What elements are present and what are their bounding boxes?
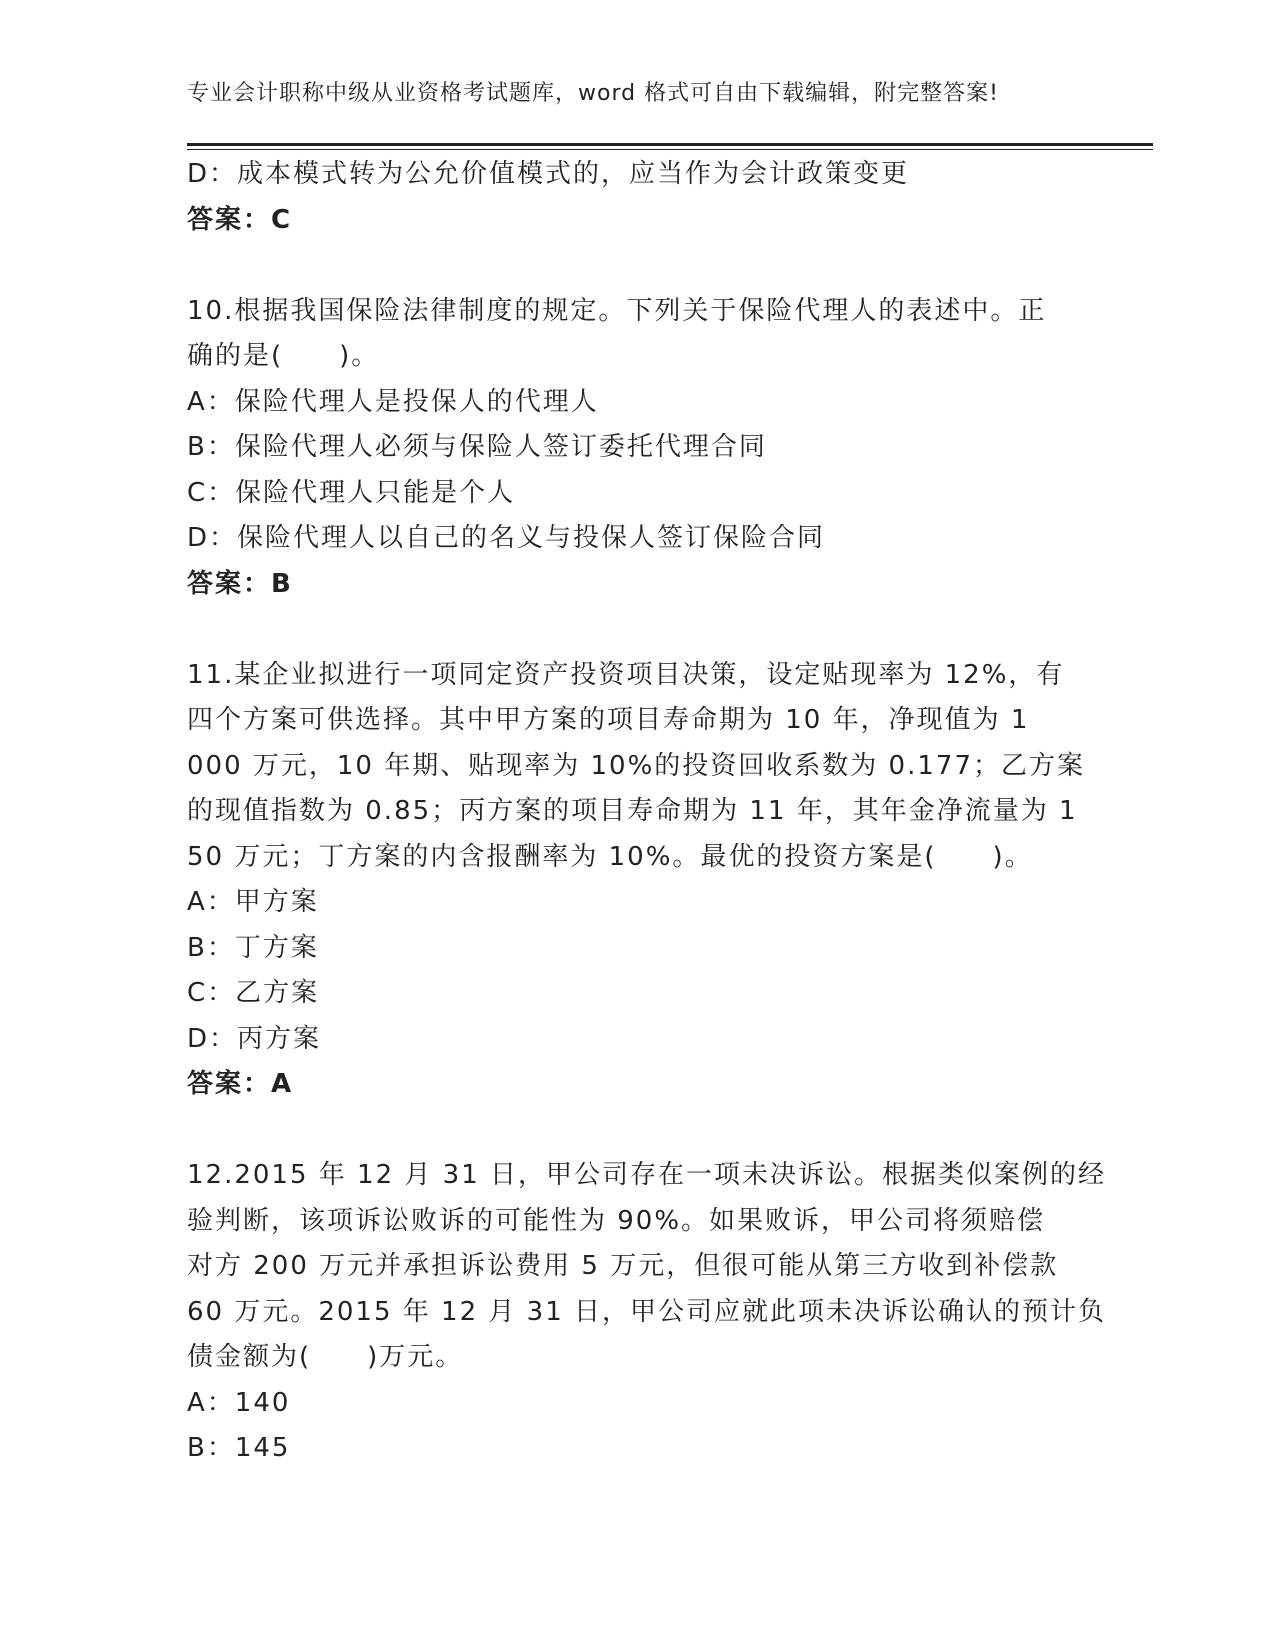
q12-stem-line-4: 60 万元。2015 年 12 月 31 日，甲公司应就此项未决诉讼确认的预计负 <box>187 1296 1107 1327</box>
q12-stem-line-3: 对方 200 万元并承担诉讼费用 5 万元，但很可能从第三方收到补偿款 <box>187 1251 1059 1281</box>
spacer <box>187 243 1087 289</box>
q11-stem-line-1: 11.某企业拟进行一项同定资产投资项目决策，设定贴现率为 12%，有 <box>187 659 1065 690</box>
question-content <box>187 152 1107 1472</box>
q10-option-c: C：保险代理人只能是个人 <box>187 477 516 508</box>
spacer <box>187 1108 1087 1154</box>
q10-stem-line-1: 10.根据我国保险法律制度的规定。下列关于保险代理人的表述中。正 <box>187 295 1047 326</box>
question-10 <box>187 289 1087 608</box>
spacer <box>187 607 1087 653</box>
q9-option-d: D：成本模式转为公允价值模式的，应当作为会计政策变更 <box>187 159 910 189</box>
q10-option-d: D：保险代理人以自己的名义与投保人签订保险合同 <box>187 523 826 553</box>
q11-option-c: C：乙方案 <box>187 978 320 1008</box>
q10-option-b: B：保险代理人必须与保险人签订委托代理合同 <box>187 432 767 462</box>
q10-answer: 答案：B <box>187 568 293 599</box>
header-rule-thin <box>187 149 1153 150</box>
q11-stem-line-4: 的现值指数为 0.85；丙方案的项目寿命期为 11 年，其年金净流量为 1 <box>187 796 1078 826</box>
q11-stem-line-5: 50 万元；丁方案的内含报酬率为 10%。最优的投资方案是( )。 <box>187 841 1033 872</box>
q12-option-b: B：145 <box>187 1433 291 1463</box>
q11-option-d: D：丙方案 <box>187 1023 322 1054</box>
q11-answer: 答案：A <box>187 1069 294 1099</box>
q12-stem-line-5: 债金额为( )万元。 <box>187 1342 464 1372</box>
q10-stem-line-2: 确的是( )。 <box>187 341 380 371</box>
q10-option-a: A：保险代理人是投保人的代理人 <box>187 386 599 417</box>
q12-option-a: A：140 <box>187 1387 291 1418</box>
q9-answer: 答案：C <box>187 204 293 235</box>
page-header-title: 专业会计职称中级从业资格考试题库，word 格式可自由下载编辑，附完整答案! <box>187 81 999 106</box>
question-11 <box>187 653 1087 1108</box>
q12-stem-line-1: 12.2015 年 12 月 31 日，甲公司存在一项未决诉讼。根据类似案例的经 <box>187 1160 1107 1190</box>
header-rule-thick <box>187 143 1153 146</box>
q11-option-b: B：丁方案 <box>187 932 319 963</box>
question-12 <box>187 1153 1107 1472</box>
q11-option-a: A：甲方案 <box>187 887 319 917</box>
q11-stem-line-2: 四个方案可供选择。其中甲方案的项目寿命期为 10 年，净现值为 1 <box>187 705 1030 735</box>
q11-stem-line-3: 000 万元，10 年期、贴现率为 10%的投资回收系数为 0.177；乙方案 <box>187 750 1085 781</box>
q12-stem-line-2: 验判断，该项诉讼败诉的可能性为 90%。如果败诉，甲公司将须赔偿 <box>187 1205 1046 1236</box>
